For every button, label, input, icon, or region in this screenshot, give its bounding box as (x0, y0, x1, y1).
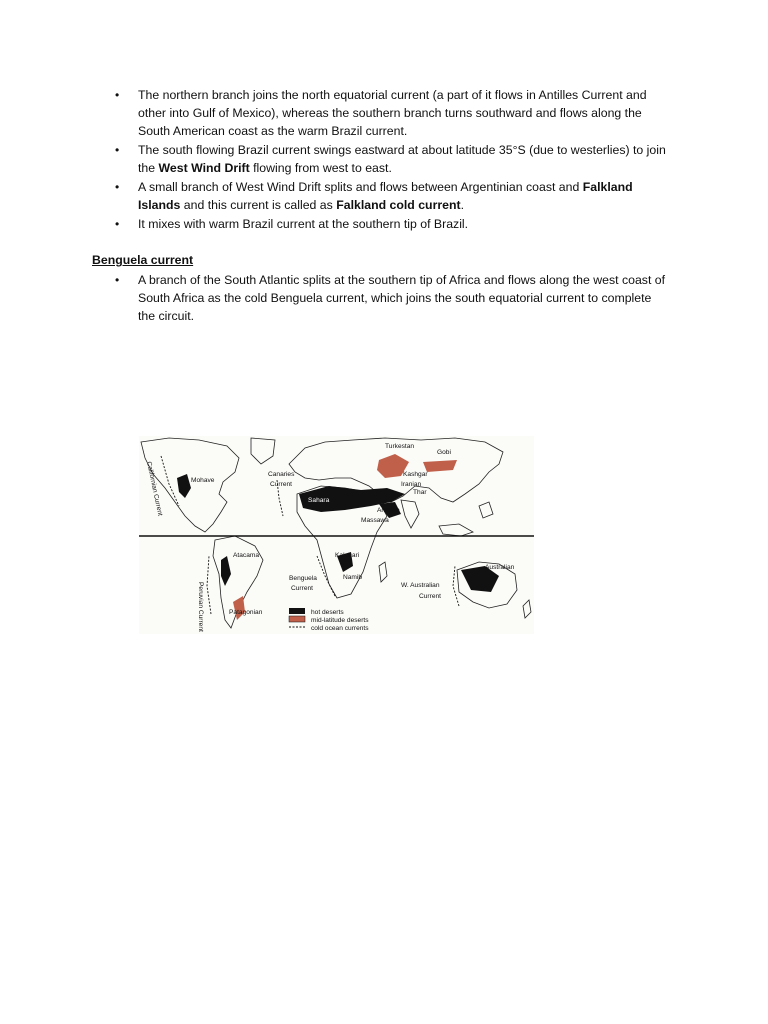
label-benguela-current: Current (291, 585, 313, 592)
list-item-text: A small branch of West Wind Drift splits and flows between Argentinian coast and Falkland Islands and this current is called as Falkland cold current. (138, 180, 633, 212)
bullet-marker: • (115, 217, 120, 231)
label-patagonian: Patagonian (229, 609, 263, 616)
label-iranian: Iranian (401, 481, 422, 488)
legend-hot-deserts: hot deserts (311, 609, 344, 616)
list-item-text: A branch of the South Atlantic splits at the southern tip of Africa and flows along the west coast of South Africa as the cold Benguela current, which joins the south equatorial current to complete the circuit. (138, 273, 666, 323)
label-w-australian: W. Australian (401, 582, 440, 589)
world-deserts-map (139, 436, 534, 634)
bullet-list-currents (0, 86, 668, 234)
list-item (0, 86, 668, 140)
label-atacama: Atacama (233, 552, 260, 559)
label-turkestan: Turkestan (385, 443, 415, 450)
bullet-list-benguela (0, 271, 668, 325)
map-labels (145, 443, 515, 632)
label-peruvian: Peruvian Current (197, 582, 204, 632)
list-item (0, 178, 668, 214)
bullet-marker: • (115, 273, 120, 287)
label-namib: Namib (343, 574, 363, 581)
label-kashgar: Kashgar (403, 471, 428, 478)
label-canaries: Canaries (268, 471, 295, 478)
legend-mid-deserts: mid-latitude deserts (311, 617, 369, 624)
map-figure (139, 436, 534, 634)
label-massawa: Massawa (361, 517, 389, 524)
legend-swatch-hot (289, 608, 305, 614)
label-kalahari: Kalahari (335, 552, 360, 559)
list-item-text: The northern branch joins the north equatorial current (a part of it flows in Antilles Current and other into Gulf of Mexico), whereas the southern branch turns southward and flows along the South American coast as the warm Brazil current. (138, 88, 647, 138)
legend-cold-currents: cold ocean currents (311, 625, 369, 632)
map-legend (289, 608, 369, 632)
label-w-australian-current: Current (419, 593, 441, 600)
section-heading-benguela: Benguela current (92, 253, 194, 267)
bullet-marker: • (115, 180, 120, 194)
label-gobi: Gobi (437, 449, 451, 456)
list-item (0, 271, 668, 325)
label-thar: Thar (413, 489, 427, 496)
hot-deserts (177, 474, 499, 592)
list-item-text: The south flowing Brazil current swings eastward at about latitude 35°S (due to westerlies) to join the West Wind Drift flowing from west to east. (138, 143, 666, 175)
bullet-marker: • (115, 88, 120, 102)
bullet-marker: • (115, 143, 120, 157)
label-canaries-current: Current (270, 481, 292, 488)
label-benguela: Benguela (289, 575, 317, 582)
label-sahara: Sahara (308, 497, 330, 504)
legend-swatch-mid (289, 616, 305, 622)
label-californian: Californian Current (145, 460, 164, 517)
label-arabian: Arabian (377, 507, 400, 514)
list-item (0, 141, 668, 177)
label-mohave: Mohave (191, 477, 215, 484)
label-australian: Australian (485, 564, 515, 571)
list-item (0, 215, 668, 233)
list-item-text: It mixes with warm Brazil current at the southern tip of Brazil. (138, 217, 469, 231)
